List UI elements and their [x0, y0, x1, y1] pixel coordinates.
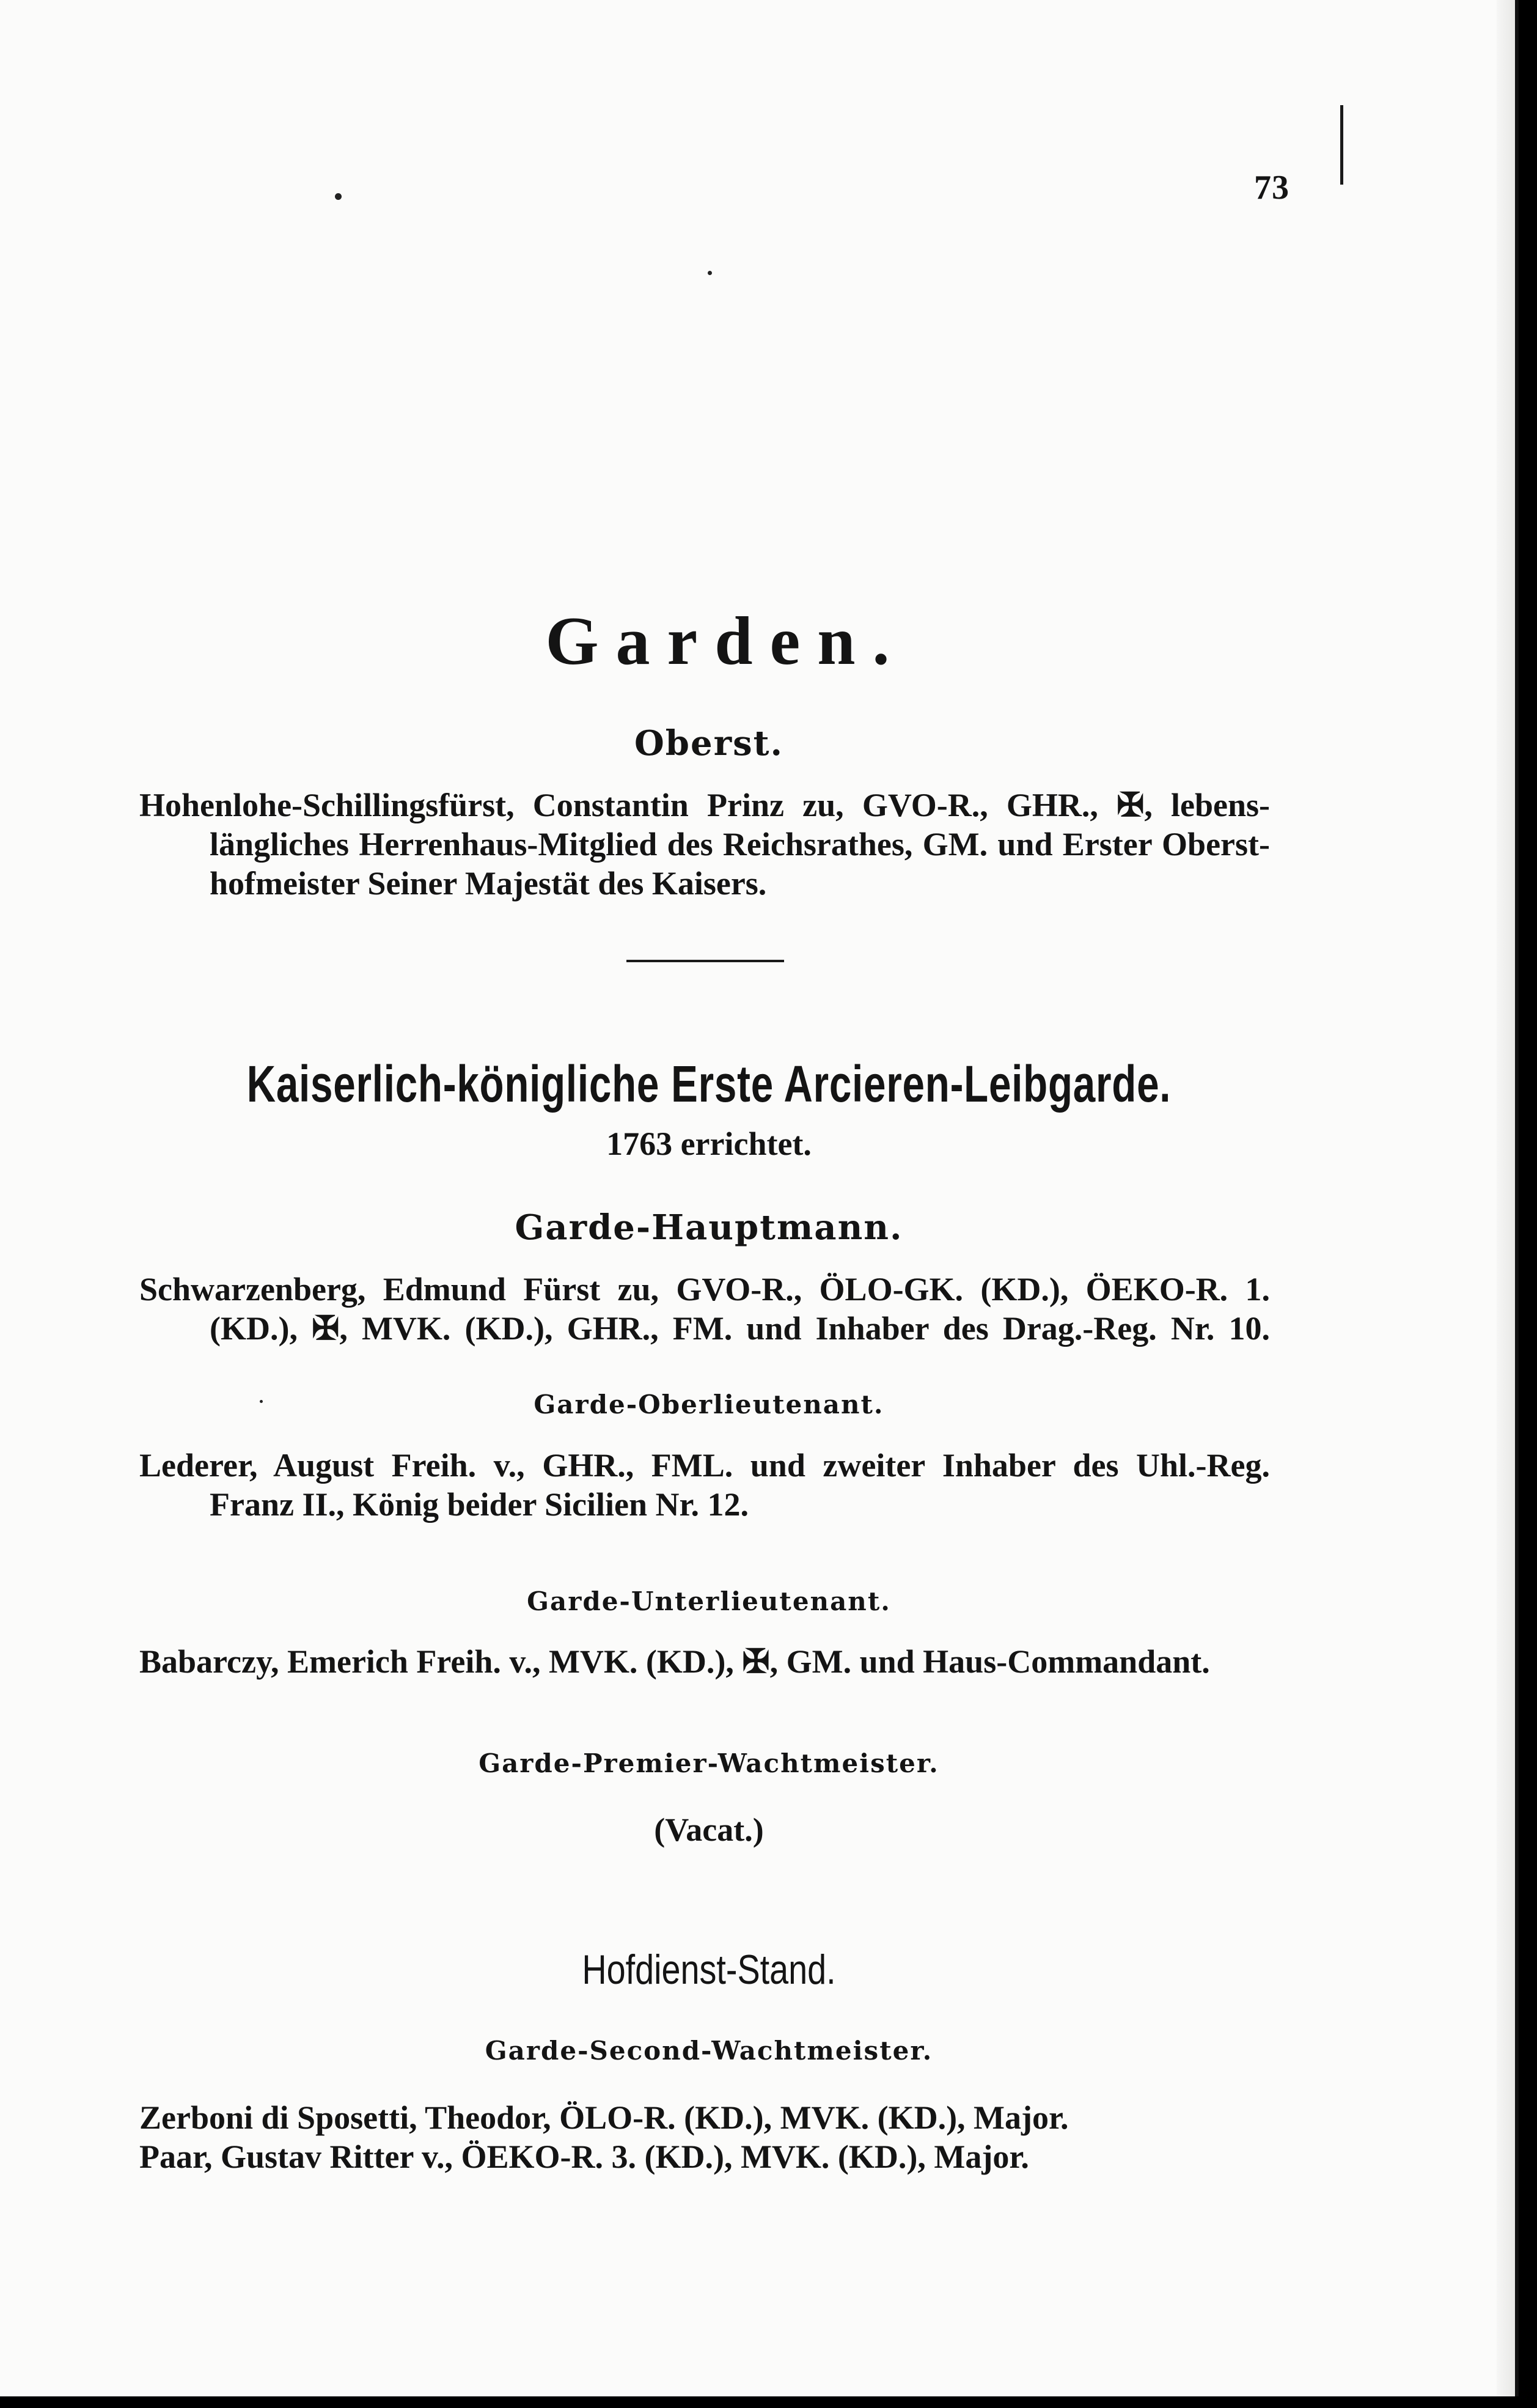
vacat-note: (Vacat.)	[654, 1811, 764, 1848]
heading-garde-unterlieutenant: Garde-Unterlieutenant.	[527, 1586, 891, 1616]
entry-garde-unterlieutenant	[139, 1642, 1270, 1681]
leibgarde-title: Kaiserlich-königliche Erste Arcieren-Leibgarde.	[246, 1055, 1172, 1113]
entry-garde-oberlieutenant	[139, 1446, 1270, 1524]
entry-line: Paar, Gustav Ritter v., ÖEKO-R. 3. (KD.), MVK. (KD.), Major.	[139, 2138, 1029, 2175]
entry-line: Schwarzenberg, Edmund Fürst zu, GVO-R., ÖLO-GK. (KD.), ÖEKO-R. 1.	[139, 1271, 1270, 1308]
scan-speck	[708, 271, 712, 275]
hofdienst-title: Hofdienst-Stand.	[582, 1946, 836, 1993]
heading-garde-oberlieutenant: Garde-Oberlieutenant.	[534, 1390, 884, 1419]
section-divider	[626, 960, 784, 962]
scan-speck	[335, 193, 342, 200]
page-edge-shadow	[1497, 0, 1515, 2396]
entry-oberst	[139, 786, 1270, 903]
scan-edge-mark	[1340, 105, 1343, 185]
page-number: 73	[1254, 169, 1289, 207]
entry-garde-hauptmann	[139, 1270, 1270, 1348]
entry-line: Zerboni di Sposetti, Theodor, ÖLO-R. (KD.), MVK. (KD.), Major.	[139, 2099, 1069, 2136]
main-title: Garden.	[545, 603, 907, 679]
heading-garde-second-wachtmeister: Garde-Second-Wachtmeister.	[485, 2036, 933, 2066]
heading-oberst: Oberst.	[634, 723, 783, 764]
entry-line: Hohenlohe-Schillingsfürst, Constantin Prinz zu, GVO-R., GHR., ✠, lebens-	[139, 787, 1270, 823]
entry-line: (KD.), ✠, MVK. (KD.), GHR., FM. und Inhaber des Drag.-Reg. Nr. 10.	[210, 1310, 1270, 1347]
entry-line: längliches Herrenhaus-Mitglied des Reichsrathes, GM. und Erster Oberst-	[210, 826, 1270, 863]
entry-line: Babarczy, Emerich Freih. v., MVK. (KD.), ✠, GM. und Haus-Commandant.	[139, 1643, 1210, 1680]
heading-garde-premier-wachtmeister: Garde-Premier-Wachtmeister.	[479, 1748, 939, 1778]
founded-note: 1763 errichtet.	[606, 1125, 812, 1162]
entry-garde-second-wachtmeister	[139, 2098, 1270, 2176]
heading-garde-hauptmann: Garde-Hauptmann.	[515, 1207, 903, 1248]
entry-line: hofmeister Seiner Majestät des Kaisers.	[210, 865, 767, 902]
entry-line: Franz II., König beider Sicilien Nr. 12.	[210, 1486, 749, 1523]
entry-line: Lederer, August Freih. v., GHR., FML. und zweiter Inhaber des Uhl.-Reg.	[139, 1447, 1270, 1484]
